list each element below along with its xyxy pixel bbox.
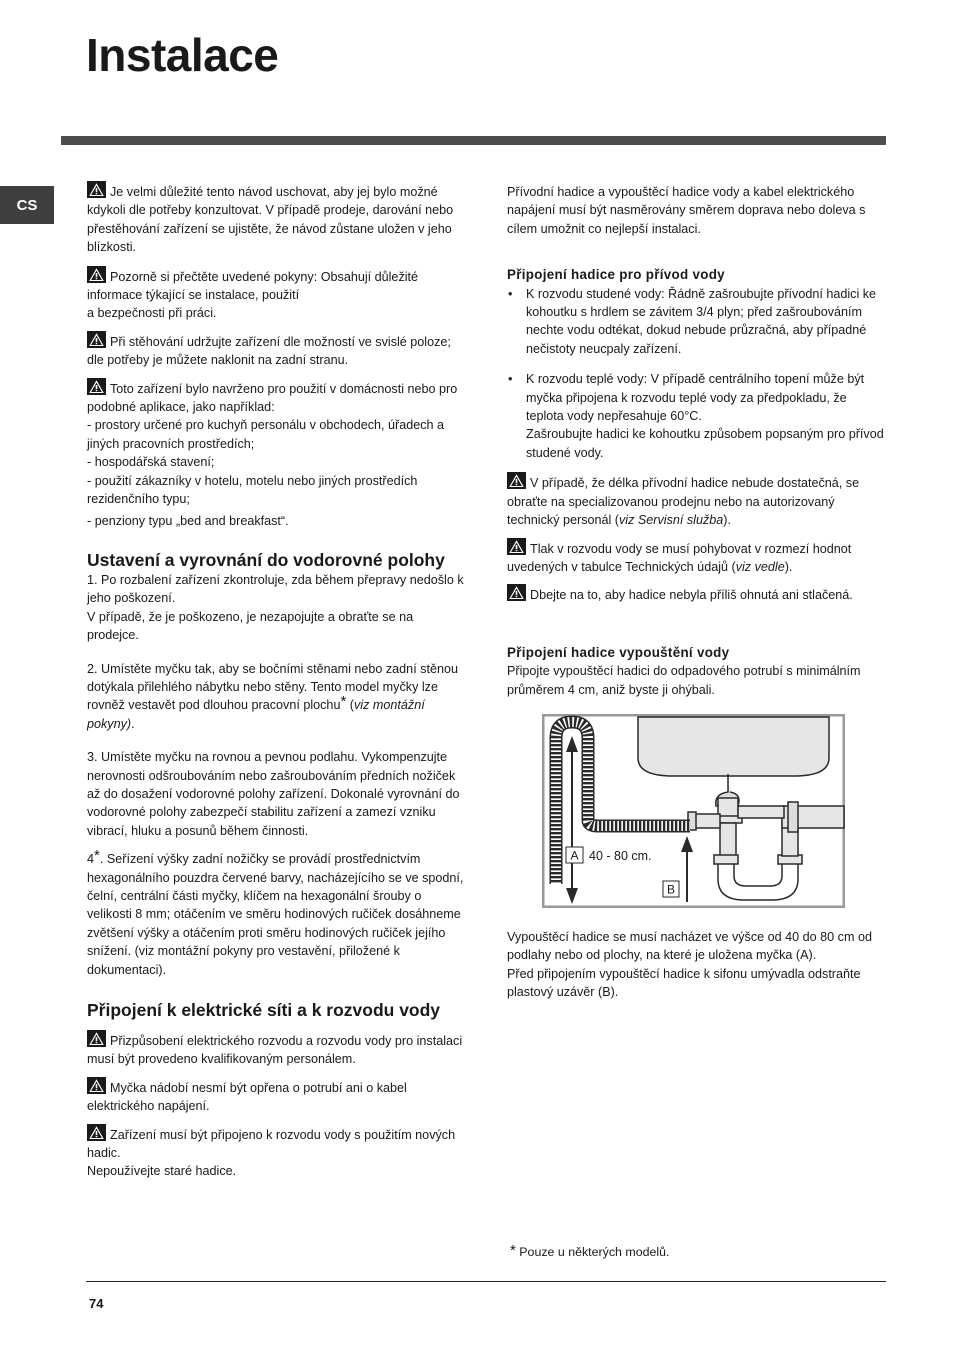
- warning-icon: [507, 584, 526, 601]
- inlet-list: [507, 285, 887, 463]
- header-rule: [61, 136, 886, 145]
- language-tab: CS: [0, 186, 54, 224]
- list-item-text: K rozvodu teplé vody: V případě centrálního topení může být myčka připojena k rozvodu teplé vody za předpokladu, že teplota vody nepřesahuje 60°C.: [526, 372, 865, 424]
- footnote-star: *: [94, 847, 100, 865]
- footnote-star: *: [510, 1242, 516, 1259]
- left-column: [87, 183, 467, 1181]
- warning-icon: [87, 181, 106, 198]
- use-item: - prostory určené pro kuchyň personálu v obchodech, úřadech a jiných pracovních prostředích;: [87, 418, 445, 451]
- warning-keep-manual: [87, 181, 467, 257]
- warning-icon: [87, 1030, 106, 1047]
- warning-text-continued: a bezpečnosti při práci.: [87, 306, 217, 321]
- warning-icon: [87, 1077, 106, 1094]
- footnote-star: *: [340, 693, 347, 711]
- list-item-text: K rozvodu studené vody: Řádně zašroubujte přívodní hadici ke kohoutku s hrdlem se závitem 3/4 plyn; před zašroubováním nechte vodu odtékat, dokud nebude průzračná, aby případné nečistoty neucpaly zařízení.: [526, 286, 877, 356]
- subheading-drain: Připojení hadice vypouštění vody: [507, 644, 730, 660]
- drain-height-paragraph: Vypouštěcí hadice se musí nacházet ve výšce od 40 do 80 cm od podlahy nebo od plochy, na které je uložena myčka (A).: [507, 929, 872, 963]
- step-2-end: .: [131, 716, 135, 731]
- warning-icon: [507, 538, 526, 555]
- warning-text: Je velmi důležité tento návod uschovat, aby jej bylo možné kdykoli dle potřeby konzultovat. V případě prodeje, darování nebo přestěhování zařízení se ujistěte, že návod zůstane uložen v jeho blízkosti.: [87, 185, 454, 255]
- label-b: B: [666, 882, 676, 897]
- step-1: 1. Po rozbalení zařízení zkontroluje, zda během přepravy nedošlo k jeho poškození.: [87, 572, 464, 606]
- warning-icon: [87, 378, 106, 395]
- warning-text: Přizpůsobení elektrického rozvodu a rozvodu vody pro instalaci musí být provedeno kvalifikovaným personálem.: [87, 1034, 463, 1067]
- step-2-text: 2. Umístěte myčku tak, aby se bočními stěnami nebo zadní stěnou dotýkala přilehlého nábytku nebo stěny. Tento model myčky lze rovněž vestavět pod dlouhou pracovní plochu: [87, 661, 458, 713]
- use-item: - penziony typu „bed and breakfast“.: [87, 513, 289, 528]
- warning-text: Pozorně si přečtěte uvedené pokyny: Obsahují důležité informace týkající se instalace, použití: [87, 269, 419, 303]
- warning-hose-length: [507, 472, 887, 529]
- step-2-paren: (: [346, 698, 354, 713]
- warning-pressure: [507, 538, 887, 577]
- warning-text: Tlak v rozvodu vody se musí pohybovat v rozmezí hodnot uvedených v tabulce Technických údajů (: [507, 541, 852, 574]
- drain-paragraph: Připojte vypouštěcí hadici do odpadového potrubí s minimálním průměrem 4 cm, aniž byste ji ohýbali.: [507, 664, 861, 697]
- warning-text: Při stěhování udržujte zařízení dle možností ve svislé poloze; dle potřeby je můžete naklonit na zadní stranu.: [87, 334, 451, 368]
- warning-qualified-personnel: [87, 1030, 467, 1069]
- warning-no-lean: [87, 1077, 467, 1116]
- warning-icon: [87, 1124, 106, 1141]
- warning-moving: [87, 331, 467, 370]
- list-item: [507, 370, 887, 462]
- step-2: [87, 660, 467, 734]
- drain-cap-paragraph: Před připojením vypouštěcí hadice k sifonu umývadla odstraňte plastový uzávěr (B).: [507, 966, 861, 1000]
- section-heading-electrical: Připojení k elektrické síti a k rozvodu vody: [87, 1000, 441, 1021]
- warning-domestic-use: [87, 378, 467, 417]
- list-item-text: Zašroubujte hadici ke kohoutku způsobem popsaným pro přívod studené vody.: [526, 427, 884, 460]
- warning-text-continued: Nepoužívejte staré hadice.: [87, 1164, 237, 1179]
- step-1-continued: V případě, že je poškozeno, je nezapojujte a obraťte se na prodejce.: [87, 609, 414, 643]
- use-item: - použití zákazníky v hotelu, motelu nebo jiných prostředích rezidenčního typu;: [87, 473, 418, 507]
- warning-text: Zařízení musí být připojeno k rozvodu vody s použitím nových hadic.: [87, 1127, 456, 1161]
- section-heading-leveling: Ustavení a vyrovnání do vodorovné polohy: [87, 549, 445, 570]
- warning-text: V případě, že délka přívodní hadice nebude dostatečná, se obraťte na specializovanou prodejnu nebo na autorizovaný technický personál (: [507, 476, 860, 528]
- warning-text: Dbejte na to, aby hadice nebyla příliš ohnutá ani stlačená.: [530, 588, 853, 603]
- step-4-text: . Seřízení výšky zadní nožičky se provádí prostřednictvím hexagonálního pouzdra červené barvy, nacházejícího se ve spodní, čelní, centrální části myčky, klíčem na hexagonální šrouby o velikosti 8 mm; otáčením ve směru hodinových ručiček dosáhneme zvětšení výšky a otáčením proti směru hodinových ručiček jejího snížení. (viz montážní pokyny pro vestavění, přiložené k dokumentaci).: [87, 852, 464, 977]
- footnote: [510, 1242, 670, 1259]
- warning-ref: viz Servisní služba: [619, 513, 724, 528]
- step-4: [87, 847, 467, 979]
- list-item: [507, 285, 887, 359]
- warning-text: Toto zařízení bylo navrženo pro použití v domácnosti nebo pro podobné aplikace, jako například:: [87, 381, 458, 415]
- warning-new-hoses: [87, 1124, 467, 1163]
- label-a: A: [570, 848, 579, 863]
- intro-paragraph: Přívodní hadice a vypouštěcí hadice vody a kabel elektrického napájení musí být nasměrovány směrem doprava nebo doleva s cílem umožnit co nejlepší instalaci.: [507, 185, 866, 236]
- warning-icon: [507, 472, 526, 489]
- warning-read-instructions: [87, 266, 467, 305]
- step-2-ref: viz montážní pokyny): [87, 698, 425, 731]
- page-number: 74: [89, 1296, 104, 1311]
- step-4-number: 4: [87, 852, 95, 867]
- subheading-water-inlet: Připojení hadice pro přívod vody: [507, 267, 725, 283]
- warning-text: Myčka nádobí nesmí být opřena o potrubí ani o kabel elektrického napájení.: [87, 1080, 407, 1114]
- use-item: - hospodářská stavení;: [87, 455, 215, 470]
- step-3: 3. Umístěte myčku na rovnou a pevnou podlahu. Vykompenzujte nerovnosti odšroubováním nebo zašroubováním předních nožiček až do dosažení vodorovné polohy zařízení. Dokonalé vyrovnání do vodorovné polohy zabezpečí stabilitu zařízení a zamezí vzniku vibrací, hluku a posunů během činnosti.: [87, 750, 460, 838]
- footnote-text: Pouze u některých modelů.: [519, 1245, 670, 1259]
- warning-icon: [87, 331, 106, 348]
- warning-no-kink: [507, 584, 887, 604]
- page-title: Instalace: [86, 29, 279, 81]
- height-range-label: 40 - 80 cm.: [589, 849, 652, 863]
- warning-icon: [87, 266, 106, 283]
- warning-ref: viz vedle: [735, 559, 785, 574]
- footer-rule: [86, 1281, 886, 1282]
- warning-text-end: ).: [723, 513, 731, 528]
- warning-text-end: ).: [784, 559, 793, 574]
- drain-hose-diagram: [542, 714, 845, 908]
